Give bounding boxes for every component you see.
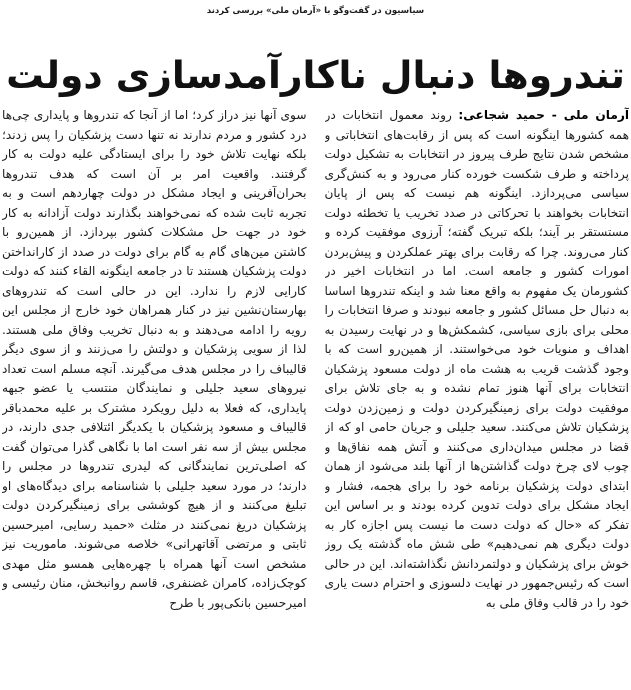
- article-byline: آرمان ملی - حمید شجاعی:: [458, 108, 629, 122]
- article-kicker: سیاسیون در گفت‌وگو با «آرمان ملی» بررسی کردند: [206, 6, 425, 16]
- article-column-right: [325, 106, 630, 686]
- article-body: [2, 106, 629, 690]
- article-headline: تندروها دنبال ناکارآمدسازی دولت: [6, 53, 625, 98]
- article-column-left: [2, 106, 307, 686]
- article-continuation-paragraph: سوی آنها نیز دراز کرد؛ اما از آنجا که تندروها و پایداری چی‌ها درد کشور و مردم ندارند نه تنها دست پزشکیان را پس زدند؛ بلکه نهایت تلاش خود را برای ایستادگی علیه دولت به کار گرفتند. واقعیت امر بر آن است که هدف تندروها بحران‌آفرینی و ایجاد مشکل در دولت چهاردهم است و به تجربه ثابت شده که نمی‌خواهند بگذارند دولت آزادانه به کار خود در جهت حل مشکلات کشور بپردازد. از همین‌رو با کاشتن مین‌های گام به گام برای دولت در صدد از کارانداختن دولت پزشکیان هستند تا در جامعه اینگونه القاء کنند که دولت کارایی لازم را ندارد. این در حالی است که تندروهای بهارستان‌نشین نیز در کنار همراهان خود خارج از مجلس این رویه را ادامه می‌دهند و به دنبال تخریب وفاق ملی هستند. لذا از سویی پزشکیان و دولتش را می‌زنند و از سوی دیگر قالیباف را در مجلس هدف می‌گیرند. آنچه مسلم است تعداد نیروهای سعید جلیلی و نمایندگان منتسب یا عضو جبهه پایداری، که فعلا به دلیل رویکرد مشترک بر علیه محمدباقر قالیباف و مسعود پزشکیان با یکدیگر ائتلافی جدی دارند، در مجلس بیش از سه نفر است اما با نگاهی گذرا می‌توان گفت که اصلی‌ترین نمایندگانی که لیدری تندروها در مجلس را دارند؛ در مورد سعید جلیلی با شناسنامه برای دیدگاه‌های او تبلیغ می‌کنند و از هیچ کوششی برای زمینگیرکردن دولت پزشکیان دریغ نمی‌کنند در مثلث «حمید رسایی، امیرحسین ثابتی و مرتضی آقاتهرانی» خلاصه می‌شوند. ماموریت نیز مشخص است آنها همراه با چهره‌هایی همسو مثل مهدی کوچک‌زاده، کامران غضنفری، قاسم روانبخش، منان رئیسی و امیرحسین بانکی‌پور با طرح: [2, 108, 307, 610]
- article-lead-text: روند معمول انتخابات در همه کشورها اینگونه است که پس از رقابت‌های انتخاباتی و مشخص شدن نتایج طرف پیروز در انتخابات به تشکیل دولت پرداخته و طرف شکست خورده کنار می‌رود و به کنش‌گری سیاسی می‌پردازد. اینگونه هم نیست که پس از پایان انتخابات بخواهند با تحرکاتی در صدد تخریب یا تخطئه دولت مستستقر بر آیند؛ بلکه تبریک گفته؛ آرزوی موفقیت کرده و کنار می‌روند. چرا که رقابت برای بهتر عملکردن و پیش‌بردن امورات کشور و جامعه است. اما در انتخابات اخیر در کشورمان یک مفهوم به واقع معنا شد و اینکه تندروها اساسا به دنبال حل مسائل کشور و جامعه نبودند و صرفا انتخابات را محلی برای بازی سیاسی، کشمکش‌ها و در نهایت رسیدن به اهداف و منویات خود می‌خواستند. از همین‌رو است که با وجود گذشت قریب به هشت ماه از دولت مسعود پزشکیان انتخابات برای آنها هنوز تمام نشده و به جای تلاش برای موفقیت دولت برای زمینگیرکردن دولت و زمین‌زدن دولت پزشکیان تلاش می‌کنند. سعید جلیلی و جریان حامی او که از قضا در مجلس میدان‌داری می‌کنند و آتش همه نفاق‌ها و چوب لای چرخ دولت گذاشتن‌ها از آنها بلند می‌شود از همان ابتدای دولت پزشکیان برنامه خود را برای هجمه، فشار و ایجاد مشکل برای دولت تدوین کرده بودند و بر اساس این تفکر که «حال که دولت دست ما نیست پس اجازه کار به دولت دیگری هم نمی‌دهیم» طی شش ماه گذشته یک روز خوش برای پزشکیان و دولتمردانش نگذاشته‌اند. این در حالی است که رئیس‌جمهور در نهایت دلسوزی و احترام دست یاری خود را در قالب وفاق ملی به: [324, 108, 629, 610]
- article-lead-paragraph: [325, 106, 630, 613]
